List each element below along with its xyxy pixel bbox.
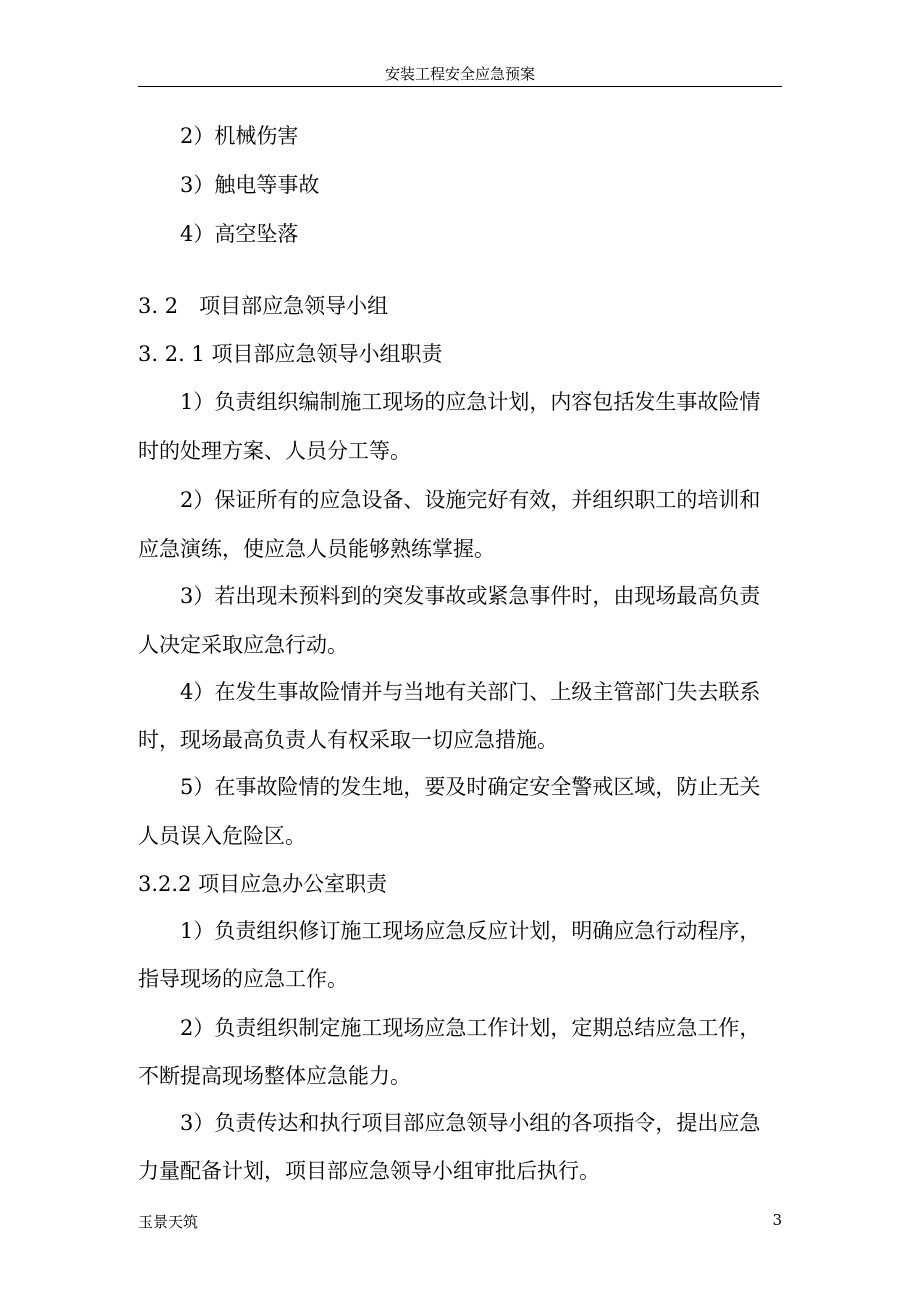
page-number: 3 bbox=[772, 1211, 782, 1229]
paragraph-line: 人决定采取应急行动。 bbox=[138, 633, 348, 657]
list-item: 3）触电等事故 bbox=[180, 173, 320, 197]
footer-text: 玉景天筑 bbox=[138, 1213, 199, 1231]
section-heading-3-2-2: 3.2.2 项目应急办公室职责 bbox=[138, 872, 388, 896]
paragraph-line: 不断提高现场整体应急能力。 bbox=[138, 1064, 411, 1088]
paragraph-line: 人员误入危险区。 bbox=[138, 824, 306, 848]
paragraph-line: 力量配备计划，项目部应急领导小组审批后执行。 bbox=[138, 1159, 600, 1183]
header-divider bbox=[138, 86, 782, 87]
paragraph-line: 时的处理方案、人员分工等。 bbox=[138, 439, 411, 463]
paragraph-line: 1）负责组织修订施工现场应急反应计划，明确应急行动程序， bbox=[180, 919, 761, 943]
paragraph-line: 时，现场最高负责人有权采取一切应急措施。 bbox=[138, 728, 558, 752]
section-heading-3-2: 3. 2 项目部应急领导小组 bbox=[138, 294, 389, 318]
paragraph-line: 3）负责传达和执行项目部应急领导小组的各项指令，提出应急 bbox=[180, 1111, 761, 1135]
paragraph-line: 指导现场的应急工作。 bbox=[138, 967, 348, 991]
paragraph-line: 应急演练，使应急人员能够熟练掌握。 bbox=[138, 537, 495, 561]
paragraph-line: 3）若出现未预料到的突发事故或紧急事件时，由现场最高负责 bbox=[180, 584, 761, 608]
list-item: 4）高空坠落 bbox=[180, 222, 299, 246]
paragraph-line: 4）在发生事故险情并与当地有关部门、上级主管部门失去联系 bbox=[180, 680, 761, 704]
page-header-title: 安装工程安全应急预案 bbox=[384, 65, 535, 83]
paragraph-line: 2）保证所有的应急设备、设施完好有效，并组织职工的培训和 bbox=[180, 488, 761, 512]
section-heading-3-2-1: 3. 2. 1 项目部应急领导小组职责 bbox=[138, 342, 443, 366]
paragraph-line: 2）负责组织制定施工现场应急工作计划，定期总结应急工作， bbox=[180, 1016, 761, 1040]
paragraph-line: 5）在事故险情的发生地，要及时确定安全警戒区域，防止无关 bbox=[180, 775, 761, 799]
list-item: 2）机械伤害 bbox=[180, 124, 299, 148]
paragraph-line: 1）负责组织编制施工现场的应急计划，内容包括发生事故险情 bbox=[180, 390, 761, 414]
